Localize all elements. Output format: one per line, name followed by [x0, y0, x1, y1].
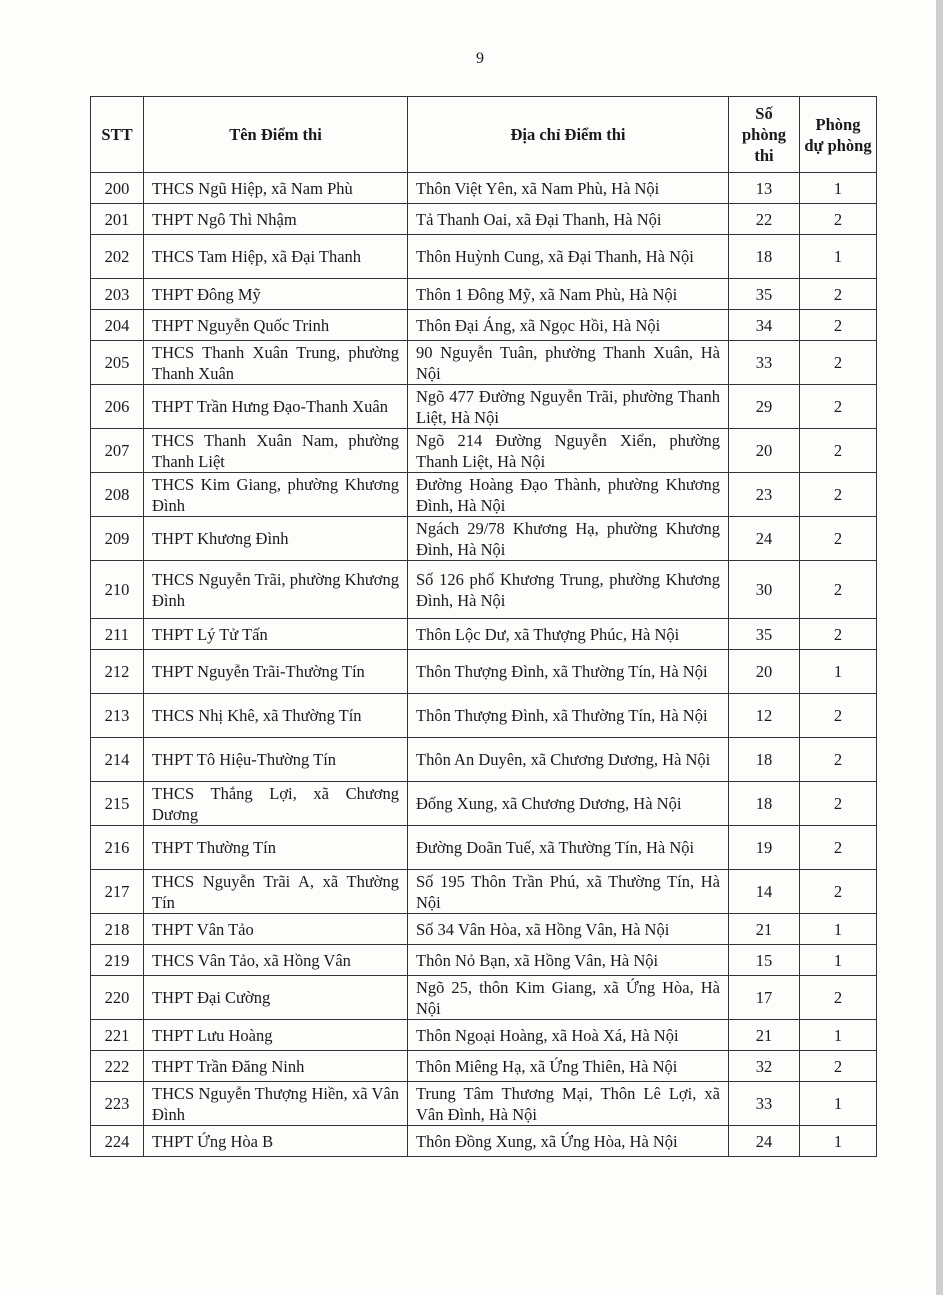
- cell-name: THPT Đông Mỹ: [144, 279, 408, 310]
- cell-name: THPT Ứng Hòa B: [144, 1126, 408, 1157]
- cell-rooms: 19: [729, 826, 800, 870]
- cell-stt: 215: [91, 782, 144, 826]
- cell-stt: 216: [91, 826, 144, 870]
- cell-address: Số 126 phố Khương Trung, phường Khương Đình, Hà Nội: [408, 561, 729, 619]
- cell-rooms: 23: [729, 473, 800, 517]
- cell-spare: 2: [800, 561, 877, 619]
- cell-stt: 218: [91, 914, 144, 945]
- cell-rooms: 18: [729, 782, 800, 826]
- cell-stt: 217: [91, 870, 144, 914]
- cell-address: Thôn Huỳnh Cung, xã Đại Thanh, Hà Nội: [408, 235, 729, 279]
- cell-address: Thôn Việt Yên, xã Nam Phù, Hà Nội: [408, 173, 729, 204]
- cell-address: Ngõ 214 Đường Nguyễn Xiển, phường Thanh Liệt, Hà Nội: [408, 429, 729, 473]
- cell-address: Tả Thanh Oai, xã Đại Thanh, Hà Nội: [408, 204, 729, 235]
- table-row: [91, 1082, 877, 1126]
- cell-spare: 2: [800, 385, 877, 429]
- cell-stt: 213: [91, 694, 144, 738]
- cell-rooms: 21: [729, 914, 800, 945]
- cell-address: Ngõ 25, thôn Kim Giang, xã Ứng Hòa, Hà Nội: [408, 976, 729, 1020]
- cell-stt: 203: [91, 279, 144, 310]
- cell-address: Ngách 29/78 Khương Hạ, phường Khương Đình, Hà Nội: [408, 517, 729, 561]
- cell-name: THPT Khương Đình: [144, 517, 408, 561]
- cell-name: THPT Lý Tử Tấn: [144, 619, 408, 650]
- cell-address: Thôn Nỏ Bạn, xã Hồng Vân, Hà Nội: [408, 945, 729, 976]
- cell-spare: 2: [800, 619, 877, 650]
- cell-rooms: 34: [729, 310, 800, 341]
- cell-address: Thôn Thượng Đình, xã Thường Tín, Hà Nội: [408, 694, 729, 738]
- table-body: [91, 173, 877, 1157]
- table-row: [91, 173, 877, 204]
- cell-stt: 210: [91, 561, 144, 619]
- cell-rooms: 13: [729, 173, 800, 204]
- cell-address: Trung Tâm Thương Mại, Thôn Lê Lợi, xã Vân Đình, Hà Nội: [408, 1082, 729, 1126]
- cell-spare: 1: [800, 1020, 877, 1051]
- cell-stt: 222: [91, 1051, 144, 1082]
- table-row: [91, 945, 877, 976]
- cell-name: THCS Thanh Xuân Trung, phường Thanh Xuân: [144, 341, 408, 385]
- cell-address: Thôn An Duyên, xã Chương Dương, Hà Nội: [408, 738, 729, 782]
- cell-address: Thôn 1 Đông Mỹ, xã Nam Phù, Hà Nội: [408, 279, 729, 310]
- cell-spare: 1: [800, 235, 877, 279]
- cell-stt: 223: [91, 1082, 144, 1126]
- cell-rooms: 33: [729, 1082, 800, 1126]
- cell-address: Số 195 Thôn Trần Phú, xã Thường Tín, Hà Nội: [408, 870, 729, 914]
- cell-rooms: 18: [729, 738, 800, 782]
- header-rooms: Số phòng thi: [729, 97, 800, 173]
- cell-spare: 2: [800, 870, 877, 914]
- header-stt: STT: [91, 97, 144, 173]
- table-row: [91, 619, 877, 650]
- cell-spare: 2: [800, 1051, 877, 1082]
- cell-rooms: 15: [729, 945, 800, 976]
- cell-rooms: 20: [729, 429, 800, 473]
- cell-spare: 1: [800, 173, 877, 204]
- cell-stt: 206: [91, 385, 144, 429]
- cell-spare: 1: [800, 914, 877, 945]
- cell-stt: 220: [91, 976, 144, 1020]
- table-row: [91, 1051, 877, 1082]
- cell-stt: 202: [91, 235, 144, 279]
- cell-rooms: 18: [729, 235, 800, 279]
- cell-spare: 1: [800, 1082, 877, 1126]
- cell-spare: 1: [800, 650, 877, 694]
- cell-address: Đường Hoàng Đạo Thành, phường Khương Đình, Hà Nội: [408, 473, 729, 517]
- cell-stt: 212: [91, 650, 144, 694]
- cell-name: THPT Nguyễn Quốc Trinh: [144, 310, 408, 341]
- cell-stt: 207: [91, 429, 144, 473]
- table-row: [91, 385, 877, 429]
- cell-stt: 211: [91, 619, 144, 650]
- cell-stt: 208: [91, 473, 144, 517]
- cell-rooms: 30: [729, 561, 800, 619]
- cell-name: THPT Đại Cường: [144, 976, 408, 1020]
- table-row: [91, 517, 877, 561]
- cell-stt: 209: [91, 517, 144, 561]
- cell-name: THCS Tam Hiệp, xã Đại Thanh: [144, 235, 408, 279]
- cell-rooms: 21: [729, 1020, 800, 1051]
- cell-address: Thôn Ngoại Hoàng, xã Hoà Xá, Hà Nội: [408, 1020, 729, 1051]
- cell-stt: 214: [91, 738, 144, 782]
- table-row: [91, 738, 877, 782]
- table-row: [91, 976, 877, 1020]
- table-row: [91, 341, 877, 385]
- cell-name: THCS Thanh Xuân Nam, phường Thanh Liệt: [144, 429, 408, 473]
- cell-rooms: 35: [729, 279, 800, 310]
- cell-name: THCS Nguyễn Thượng Hiền, xã Vân Đình: [144, 1082, 408, 1126]
- cell-rooms: 35: [729, 619, 800, 650]
- cell-rooms: 33: [729, 341, 800, 385]
- exam-sites-table: [90, 96, 877, 1157]
- cell-stt: 200: [91, 173, 144, 204]
- cell-spare: 2: [800, 341, 877, 385]
- cell-address: 90 Nguyễn Tuân, phường Thanh Xuân, Hà Nội: [408, 341, 729, 385]
- cell-name: THPT Lưu Hoàng: [144, 1020, 408, 1051]
- header-name: Tên Điểm thi: [144, 97, 408, 173]
- cell-spare: 2: [800, 310, 877, 341]
- cell-rooms: 24: [729, 1126, 800, 1157]
- cell-rooms: 32: [729, 1051, 800, 1082]
- cell-name: THPT Thường Tín: [144, 826, 408, 870]
- header-spare: Phòng dự phòng: [800, 97, 877, 173]
- cell-address: Số 34 Vân Hòa, xã Hồng Vân, Hà Nội: [408, 914, 729, 945]
- table-row: [91, 279, 877, 310]
- table-row: [91, 429, 877, 473]
- cell-name: THPT Trần Đăng Ninh: [144, 1051, 408, 1082]
- cell-address: Thôn Thượng Đình, xã Thường Tín, Hà Nội: [408, 650, 729, 694]
- cell-name: THCS Nguyễn Trãi A, xã Thường Tín: [144, 870, 408, 914]
- cell-spare: 2: [800, 204, 877, 235]
- table-row: [91, 561, 877, 619]
- cell-name: THCS Nguyễn Trãi, phường Khương Đình: [144, 561, 408, 619]
- cell-spare: 2: [800, 517, 877, 561]
- cell-address: Thôn Miêng Hạ, xã Ứng Thiên, Hà Nội: [408, 1051, 729, 1082]
- table-row: [91, 473, 877, 517]
- table-row: [91, 310, 877, 341]
- cell-name: THPT Ngô Thì Nhậm: [144, 204, 408, 235]
- table-row: [91, 650, 877, 694]
- table-row: [91, 204, 877, 235]
- cell-name: THPT Tô Hiệu-Thường Tín: [144, 738, 408, 782]
- cell-stt: 224: [91, 1126, 144, 1157]
- cell-stt: 204: [91, 310, 144, 341]
- cell-spare: 2: [800, 279, 877, 310]
- cell-spare: 2: [800, 473, 877, 517]
- cell-address: Đống Xung, xã Chương Dương, Hà Nội: [408, 782, 729, 826]
- cell-rooms: 29: [729, 385, 800, 429]
- page-number: 9: [476, 50, 484, 67]
- cell-address: Thôn Đại Áng, xã Ngọc Hồi, Hà Nội: [408, 310, 729, 341]
- cell-stt: 219: [91, 945, 144, 976]
- page-edge: [936, 0, 943, 1295]
- cell-rooms: 24: [729, 517, 800, 561]
- cell-spare: 2: [800, 429, 877, 473]
- cell-name: THPT Nguyễn Trãi-Thường Tín: [144, 650, 408, 694]
- cell-address: Ngõ 477 Đường Nguyễn Trãi, phường Thanh Liệt, Hà Nội: [408, 385, 729, 429]
- cell-spare: 1: [800, 1126, 877, 1157]
- table-row: [91, 1126, 877, 1157]
- cell-address: Đường Doãn Tuế, xã Thường Tín, Hà Nội: [408, 826, 729, 870]
- cell-name: THPT Vân Tảo: [144, 914, 408, 945]
- cell-stt: 205: [91, 341, 144, 385]
- cell-spare: 2: [800, 782, 877, 826]
- table-header-row: [91, 97, 877, 173]
- table-row: [91, 235, 877, 279]
- cell-rooms: 14: [729, 870, 800, 914]
- cell-name: THCS Vân Tảo, xã Hồng Vân: [144, 945, 408, 976]
- table-row: [91, 694, 877, 738]
- table-row: [91, 914, 877, 945]
- table-row: [91, 870, 877, 914]
- table-row: [91, 1020, 877, 1051]
- cell-spare: 2: [800, 738, 877, 782]
- cell-spare: 1: [800, 945, 877, 976]
- cell-address: Thôn Đồng Xung, xã Ứng Hòa, Hà Nội: [408, 1126, 729, 1157]
- cell-spare: 2: [800, 694, 877, 738]
- cell-name: THCS Ngũ Hiệp, xã Nam Phù: [144, 173, 408, 204]
- cell-name: THCS Nhị Khê, xã Thường Tín: [144, 694, 408, 738]
- cell-spare: 2: [800, 826, 877, 870]
- cell-address: Thôn Lộc Dư, xã Thượng Phúc, Hà Nội: [408, 619, 729, 650]
- cell-rooms: 17: [729, 976, 800, 1020]
- cell-rooms: 22: [729, 204, 800, 235]
- table-row: [91, 826, 877, 870]
- table-row: [91, 782, 877, 826]
- cell-rooms: 12: [729, 694, 800, 738]
- cell-rooms: 20: [729, 650, 800, 694]
- header-address: Địa chỉ Điểm thi: [408, 97, 729, 173]
- cell-spare: 2: [800, 976, 877, 1020]
- cell-name: THPT Trần Hưng Đạo-Thanh Xuân: [144, 385, 408, 429]
- cell-stt: 201: [91, 204, 144, 235]
- cell-stt: 221: [91, 1020, 144, 1051]
- cell-name: THCS Kim Giang, phường Khương Đình: [144, 473, 408, 517]
- cell-name: THCS Thắng Lợi, xã Chương Dương: [144, 782, 408, 826]
